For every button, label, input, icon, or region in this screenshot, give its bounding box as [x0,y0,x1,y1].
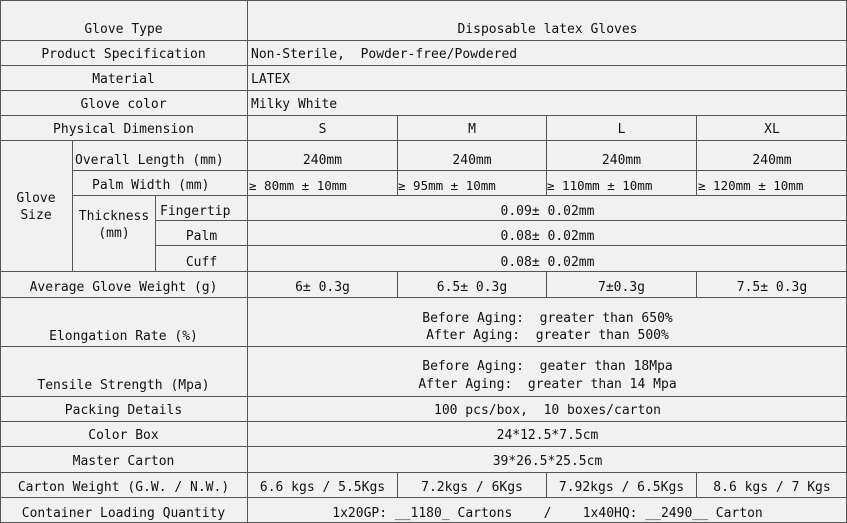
palm-width-m: ≥ 95mm ± 10mm [398,178,496,193]
color-box-label: Color Box [88,428,159,443]
glove-type-label: Glove Type [84,22,163,37]
carton-weight-m: 7.2kgs / 6Kgs [421,480,523,495]
palm-width-xl: ≥ 120mm ± 10mm [698,178,804,193]
average-weight-label: Average Glove Weight (g) [29,280,218,295]
carton-weight-s: 6.6 kgs / 5.5Kgs [259,480,386,495]
physical-dimension-label: Physical Dimension [53,122,194,137]
material-value: LATEX [251,72,291,87]
overall-length-s: 240mm [302,153,343,168]
size-header-s: S [318,122,327,137]
product-specification-value: Non-Sterile, Powder-free/Powdered [251,47,518,62]
elongation-before-aging: Before Aging: greater than 650% [422,311,673,326]
glove-color-value: Milky White [251,97,338,112]
overall-length-xl: 240mm [752,153,792,168]
cuff-label: Cuff [185,255,218,270]
product-specification-label: Product Specification [41,47,206,62]
average-weight-l: 7±0.3g [598,280,645,295]
tensile-strength-label: Tensile Strength (Mpa) [37,378,210,393]
container-loading-label: Container Loading Quantity [21,506,226,521]
glove-type-value: Disposable latex Gloves [457,22,638,37]
cuff-value: 0.08± 0.02mm [500,255,595,270]
size-header-m: M [468,122,476,137]
size-header-l: L [617,122,626,137]
packing-details-value: 100 pcs/box, 10 boxes/carton [434,403,661,418]
palm-width-l: ≥ 110mm ± 10mm [547,178,653,193]
glove-color-label: Glove color [80,97,167,112]
palm-thickness-value: 0.08± 0.02mm [500,229,595,244]
palm-width-s: ≥ 80mm ± 10mm [249,178,347,193]
average-weight-m: 6.5± 0.3g [436,280,508,295]
elongation-rate-label: Elongation Rate (%) [49,329,198,344]
master-carton-label: Master Carton [72,454,175,469]
carton-weight-l: 7.92kgs / 6.5Kgs [558,480,685,495]
palm-thickness-label: Palm [185,229,218,244]
carton-weight-label: Carton Weight (G.W. / N.W.) [17,480,230,495]
overall-length-l: 240mm [601,153,642,168]
overall-length-m: 240mm [452,153,492,168]
overall-length-label: Overall Length (mm) [75,153,224,168]
average-weight-s: 6± 0.3g [295,280,350,295]
tensile-after-aging: After Aging: greater than 14 Mpa [418,377,677,392]
elongation-after-aging: After Aging: greater than 500% [426,328,669,343]
palm-width-label: Palm Width (mm) [92,178,210,193]
tensile-before-aging: Before Aging: geater than 18Mpa [422,359,673,374]
fingertip-value: 0.09± 0.02mm [500,204,595,219]
size-header-xl: XL [764,122,780,137]
material-label: Material [92,72,155,87]
packing-details-label: Packing Details [64,403,183,418]
master-carton-value: 39*26.5*25.5cm [492,454,603,469]
color-box-value: 24*12.5*7.5cm [496,428,599,443]
fingertip-label: Fingertip [160,204,231,219]
carton-weight-xl: 8.6 kgs / 7 Kgs [713,480,831,495]
container-loading-value: 1x20GP: __1180_ Cartons / 1x40HQ: __2490__ Carton [332,506,763,521]
glove-size-label: Glove Size [16,191,56,223]
thickness-label: Thickness (mm) [78,209,150,241]
average-weight-xl: 7.5± 0.3g [736,280,808,295]
